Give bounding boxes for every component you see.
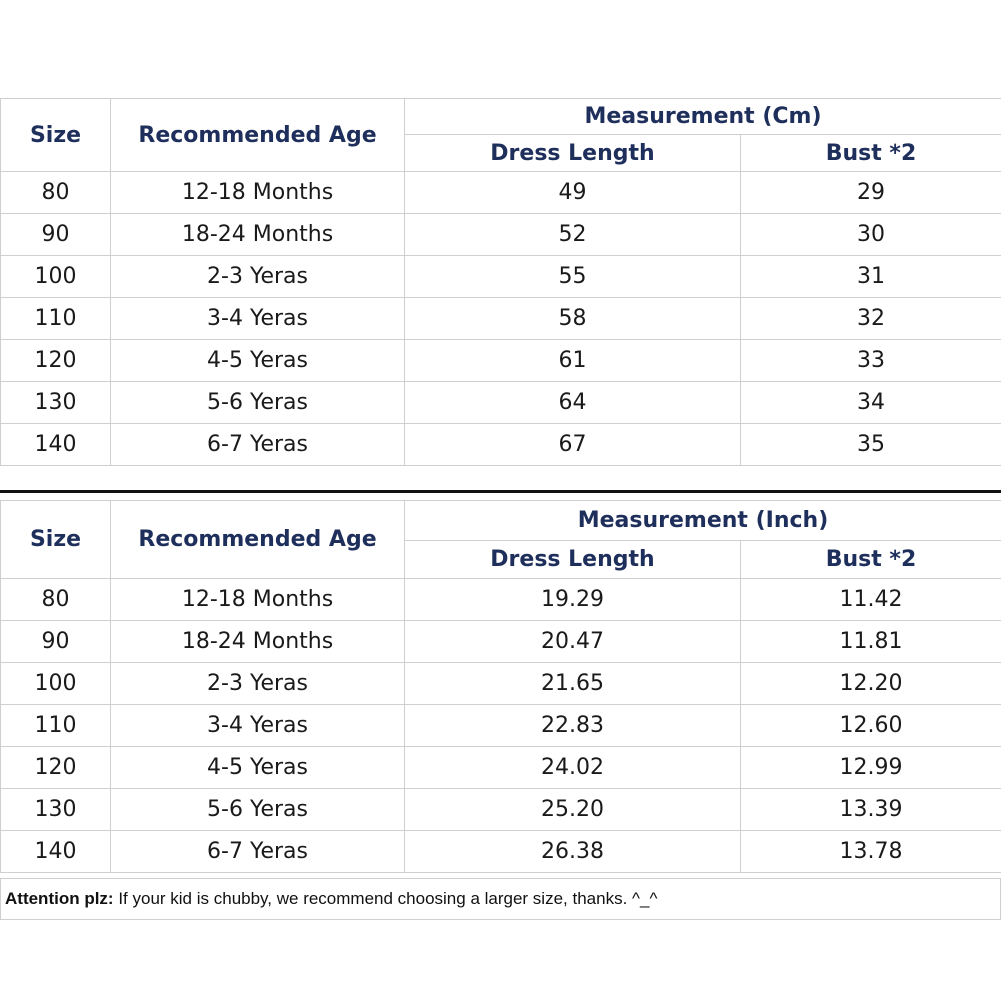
- size-cell: 110: [1, 298, 111, 340]
- age-cell: 5-6 Yeras: [111, 382, 405, 424]
- size-cell: 80: [1, 172, 111, 214]
- table-row: [1, 298, 1001, 340]
- age-cell: 2-3 Yeras: [111, 663, 405, 705]
- attention-note: [0, 878, 1001, 920]
- dress-length-header: Dress Length: [405, 541, 741, 579]
- size-cell: 100: [1, 256, 111, 298]
- dress-length-cell: 64: [405, 382, 741, 424]
- table-row: [1, 424, 1001, 466]
- table-row: [1, 663, 1001, 705]
- age-cell: 2-3 Yeras: [111, 256, 405, 298]
- dress-length-cell: 58: [405, 298, 741, 340]
- note-text: If your kid is chubby, we recommend choosing a larger size, thanks. ^_^: [113, 889, 658, 908]
- header-row: [1, 501, 1001, 541]
- bust-cell: 12.20: [741, 663, 1001, 705]
- age-cell: 18-24 Months: [111, 214, 405, 256]
- table-divider: [0, 472, 1001, 493]
- bust-cell: 12.60: [741, 705, 1001, 747]
- dress-length-cell: 52: [405, 214, 741, 256]
- size-table-cm: [0, 98, 1001, 466]
- size-cell: 90: [1, 621, 111, 663]
- measurement-header: Measurement (Inch): [405, 501, 1001, 541]
- dress-length-cell: 61: [405, 340, 741, 382]
- dress-length-cell: 26.38: [405, 831, 741, 873]
- table-row: [1, 579, 1001, 621]
- bust-cell: 11.81: [741, 621, 1001, 663]
- dress-length-cell: 21.65: [405, 663, 741, 705]
- size-cell: 90: [1, 214, 111, 256]
- age-cell: 4-5 Yeras: [111, 340, 405, 382]
- dress-length-header: Dress Length: [405, 135, 741, 172]
- age-cell: 12-18 Months: [111, 579, 405, 621]
- age-header: Recommended Age: [111, 99, 405, 172]
- measurement-header: Measurement (Cm): [405, 99, 1001, 135]
- bust-cell: 32: [741, 298, 1001, 340]
- table-row: [1, 172, 1001, 214]
- age-cell: 6-7 Yeras: [111, 831, 405, 873]
- table-row: [1, 789, 1001, 831]
- size-cell: 130: [1, 789, 111, 831]
- bust-cell: 29: [741, 172, 1001, 214]
- bust-cell: 33: [741, 340, 1001, 382]
- age-cell: 18-24 Months: [111, 621, 405, 663]
- size-cell: 100: [1, 663, 111, 705]
- bust-cell: 31: [741, 256, 1001, 298]
- size-table-inch: [0, 500, 1001, 873]
- table-body: [1, 579, 1001, 873]
- size-cell: 140: [1, 424, 111, 466]
- size-cell: 120: [1, 340, 111, 382]
- table-row: [1, 705, 1001, 747]
- age-cell: 3-4 Yeras: [111, 705, 405, 747]
- dress-length-cell: 25.20: [405, 789, 741, 831]
- dress-length-cell: 20.47: [405, 621, 741, 663]
- age-cell: 12-18 Months: [111, 172, 405, 214]
- size-cell: 130: [1, 382, 111, 424]
- table-row: [1, 340, 1001, 382]
- bust-cell: 13.39: [741, 789, 1001, 831]
- size-cell: 140: [1, 831, 111, 873]
- dress-length-cell: 67: [405, 424, 741, 466]
- header-row: [1, 99, 1001, 135]
- table-row: [1, 621, 1001, 663]
- table-row: [1, 747, 1001, 789]
- dress-length-cell: 24.02: [405, 747, 741, 789]
- bust-cell: 11.42: [741, 579, 1001, 621]
- dress-length-cell: 55: [405, 256, 741, 298]
- table-row: [1, 382, 1001, 424]
- bust-cell: 30: [741, 214, 1001, 256]
- size-header: Size: [1, 99, 111, 172]
- table-body: [1, 172, 1001, 466]
- dress-length-cell: 19.29: [405, 579, 741, 621]
- age-cell: 5-6 Yeras: [111, 789, 405, 831]
- age-header: Recommended Age: [111, 501, 405, 579]
- bust-cell: 35: [741, 424, 1001, 466]
- table-row: [1, 831, 1001, 873]
- size-cell: 80: [1, 579, 111, 621]
- bust-cell: 13.78: [741, 831, 1001, 873]
- size-cell: 120: [1, 747, 111, 789]
- dress-length-cell: 22.83: [405, 705, 741, 747]
- note-label: Attention plz:: [5, 889, 114, 908]
- age-cell: 3-4 Yeras: [111, 298, 405, 340]
- dress-length-cell: 49: [405, 172, 741, 214]
- size-cell: 110: [1, 705, 111, 747]
- age-cell: 6-7 Yeras: [111, 424, 405, 466]
- age-cell: 4-5 Yeras: [111, 747, 405, 789]
- size-header: Size: [1, 501, 111, 579]
- bust-cell: 12.99: [741, 747, 1001, 789]
- table-row: [1, 214, 1001, 256]
- bust-cell: 34: [741, 382, 1001, 424]
- bust-header: Bust *2: [741, 541, 1001, 579]
- table-row: [1, 256, 1001, 298]
- bust-header: Bust *2: [741, 135, 1001, 172]
